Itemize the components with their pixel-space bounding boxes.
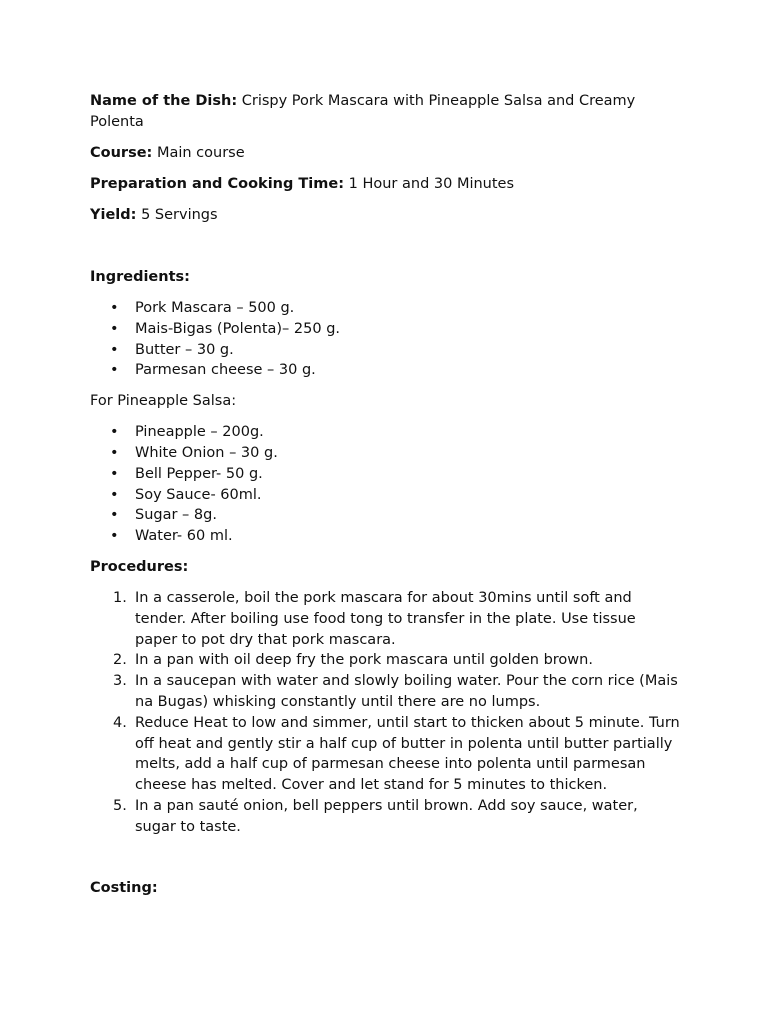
step-text: Reduce Heat to low and simmer, until start to thicken about 5 minute. Turn off heat and gently stir a half cup of butter in polenta until butter partially melts, add a half cup of parmesan cheese into polenta until parmesan cheese has melted. Cover and let stand for 5 minutes to thicken. — [135, 714, 680, 794]
salsa-ingredient-text: Water- 60 ml. — [135, 528, 233, 545]
bullet-icon: • — [110, 486, 119, 503]
bullet-icon: • — [110, 528, 119, 545]
ingredient-text: Mais-Bigas (Polenta)– 250 g. — [135, 320, 341, 337]
step-text: In a saucepan with water and slowly boiling water. Pour the corn rice (Mais na Bugas) whisking constantly until there are no lumps. — [135, 673, 678, 710]
step-text: In a casserole, boil the pork mascara for about 30mins until soft and tender. After boiling use food tong to transfer in the plate. Use tissue paper to pot dry that pork mascara. — [135, 589, 636, 648]
list-item — [90, 443, 680, 464]
list-item — [90, 298, 680, 319]
section-spacer — [90, 236, 680, 267]
recipe-document — [90, 91, 680, 909]
list-item — [90, 713, 680, 796]
step-number: 4. — [113, 714, 127, 731]
list-item — [90, 319, 680, 340]
costing-heading: Costing: — [90, 879, 158, 896]
list-item — [90, 422, 680, 443]
list-item — [90, 485, 680, 506]
yield-label: Yield: — [90, 207, 137, 223]
list-item — [90, 588, 680, 650]
dish-name-label: Name of the Dish: — [90, 93, 238, 109]
bullet-icon: • — [110, 362, 119, 379]
dish-name-field — [90, 91, 680, 133]
section-spacer — [90, 848, 680, 878]
bullet-icon: • — [110, 341, 119, 358]
time-field — [90, 174, 680, 195]
yield-field — [90, 205, 680, 226]
time-label: Preparation and Cooking Time: — [90, 176, 345, 192]
course-value: Main course — [156, 145, 245, 161]
step-number: 3. — [113, 673, 127, 690]
step-number: 1. — [113, 589, 127, 606]
bullet-icon: • — [110, 507, 119, 524]
salsa-list — [90, 422, 680, 547]
step-number: 5. — [113, 797, 127, 814]
bullet-icon: • — [110, 320, 119, 337]
ingredient-text: Pork Mascara – 500 g. — [135, 300, 295, 316]
bullet-icon: • — [110, 465, 119, 482]
bullet-icon: • — [110, 444, 119, 461]
ingredients-list — [90, 298, 680, 381]
salsa-ingredient-text: White Onion – 30 g. — [135, 444, 278, 461]
course-label: Course: — [90, 145, 153, 161]
salsa-ingredient-text: Pineapple – 200g. — [135, 424, 264, 441]
step-text: In a pan sauté onion, bell peppers until brown. Add soy sauce, water, sugar to taste. — [135, 797, 638, 835]
course-field — [90, 143, 680, 164]
step-number: 2. — [113, 652, 127, 669]
ingredient-text: Parmesan cheese – 30 g. — [135, 362, 316, 379]
bullet-icon: • — [110, 424, 119, 441]
salsa-heading: For Pineapple Salsa: — [90, 393, 237, 410]
list-item — [90, 464, 680, 485]
yield-value: 5 Servings — [141, 207, 218, 223]
salsa-ingredient-text: Sugar – 8g. — [135, 507, 217, 524]
dish-name-value: Crispy Pork Mascara with Pineapple Salsa and Creamy Polenta — [90, 93, 636, 130]
procedures-heading: Procedures: — [90, 558, 189, 575]
list-item — [90, 340, 680, 361]
list-item — [90, 526, 680, 547]
ingredients-heading: Ingredients: — [90, 269, 190, 285]
time-value: 1 Hour and 30 Minutes — [348, 176, 515, 192]
step-text: In a pan with oil deep fry the pork mascara until golden brown. — [135, 652, 593, 669]
list-item — [90, 360, 680, 381]
list-item — [90, 505, 680, 526]
list-item — [90, 796, 680, 838]
salsa-ingredient-text: Soy Sauce- 60ml. — [135, 486, 262, 503]
list-item — [90, 671, 680, 713]
procedures-list — [90, 588, 680, 838]
list-item — [90, 650, 680, 671]
ingredient-text: Butter – 30 g. — [135, 341, 234, 358]
salsa-ingredient-text: Bell Pepper- 50 g. — [135, 465, 263, 482]
bullet-icon: • — [110, 300, 119, 316]
